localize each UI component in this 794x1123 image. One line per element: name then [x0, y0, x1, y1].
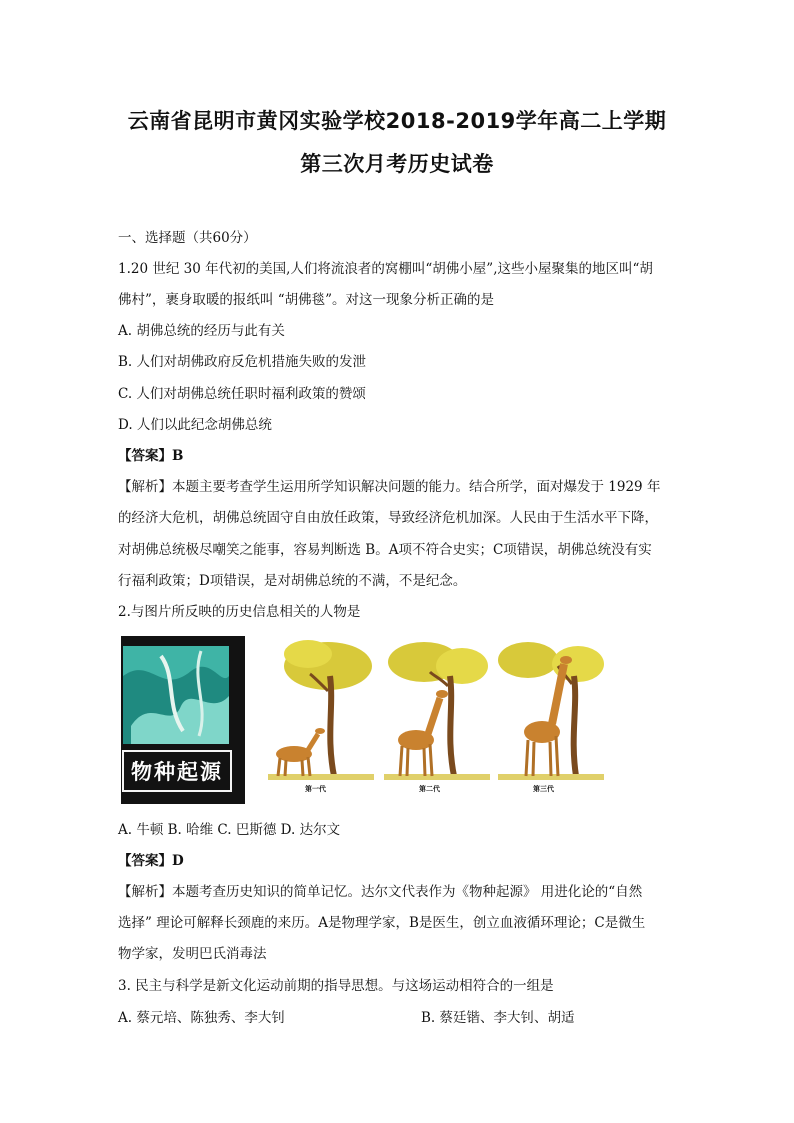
q3-stem: 3. 民主与科学是新文化运动前期的指导思想。与这场运动相符合的一组是 — [118, 978, 554, 994]
giraffe-generation-3-illustration — [498, 636, 604, 784]
giraffe-generation-2-illustration — [384, 636, 490, 784]
q1-explanation-line-1: 【解析】本题主要考查学生运用所学知识解决问题的能力。结合所学，面对爆发于 1929 年 — [118, 479, 661, 495]
q1-option-c: C. 人们对胡佛总统任职时福利政策的赞颂 — [118, 386, 366, 402]
q3-option-a: A. 蔡元培、陈独秀、李大钊 — [118, 1010, 285, 1026]
q2-explanation-line-1: 【解析】本题考查历史知识的简单记忆。达尔文代表作为《物种起源》 用进化论的“自然 — [118, 884, 643, 900]
book-title-text: 物种起源 — [131, 760, 223, 784]
q2-answer: 【答案】D — [118, 853, 184, 869]
section-heading: 一、选择题（共60分） — [118, 230, 257, 246]
q2-stem: 2.与图片所反映的历史信息相关的人物是 — [118, 604, 361, 620]
q2-explanation-line-2: 选择” 理论可解释长颈鹿的来历。A是物理学家，B是医生，创立血液循环理论；C是微生 — [118, 915, 646, 931]
caption-generation-2: 第二代 — [419, 785, 440, 793]
q1-stem-line-1: 1.20 世纪 30 年代初的美国,人们将流浪者的窝棚叫“胡佛小屋”,这些小屋聚集的地区叫“胡 — [118, 261, 653, 277]
q2-options: A. 牛顿 B. 哈维 C. 巴斯德 D. 达尔文 — [118, 822, 341, 838]
q1-option-a: A. 胡佛总统的经历与此有关 — [118, 323, 285, 339]
caption-generation-1: 第一代 — [305, 785, 326, 793]
q1-explanation-line-3: 对胡佛总统极尽嘲笑之能事，容易判断选 B。A项不符合史实；C项错误，胡佛总统没有实 — [118, 542, 652, 558]
q2-explanation-line-3: 物学家，发明巴氏消毒法 — [118, 946, 267, 962]
q1-option-b: B. 人们对胡佛政府反危机措施失败的发泄 — [118, 354, 367, 370]
exam-title-line-2: 第三次月考历史试卷 — [300, 152, 494, 176]
caption-generation-3: 第三代 — [533, 785, 554, 793]
giraffe-generation-1-illustration — [268, 636, 374, 784]
q3-option-b: B. 蔡廷锴、李大钊、胡适 — [421, 1010, 575, 1026]
q1-explanation-line-4: 行福利政策；D项错误，是对胡佛总统的不满，不是纪念。 — [118, 573, 467, 589]
q1-stem-line-2: 佛村”，裹身取暖的报纸叫 “胡佛毯”。对这一现象分析正确的是 — [118, 292, 494, 308]
exam-title-line-1: 云南省昆明市黄冈实验学校2018-2019学年高二上学期 — [127, 109, 667, 133]
q1-answer: 【答案】B — [118, 448, 184, 464]
q1-explanation-line-2: 的经济大危机，胡佛总统固守自由放任政策，导致经济危机加深。人民由于生活水平下降， — [118, 510, 658, 526]
origin-of-species-cover — [121, 636, 245, 804]
q1-option-d: D. 人们以此纪念胡佛总统 — [118, 417, 272, 433]
